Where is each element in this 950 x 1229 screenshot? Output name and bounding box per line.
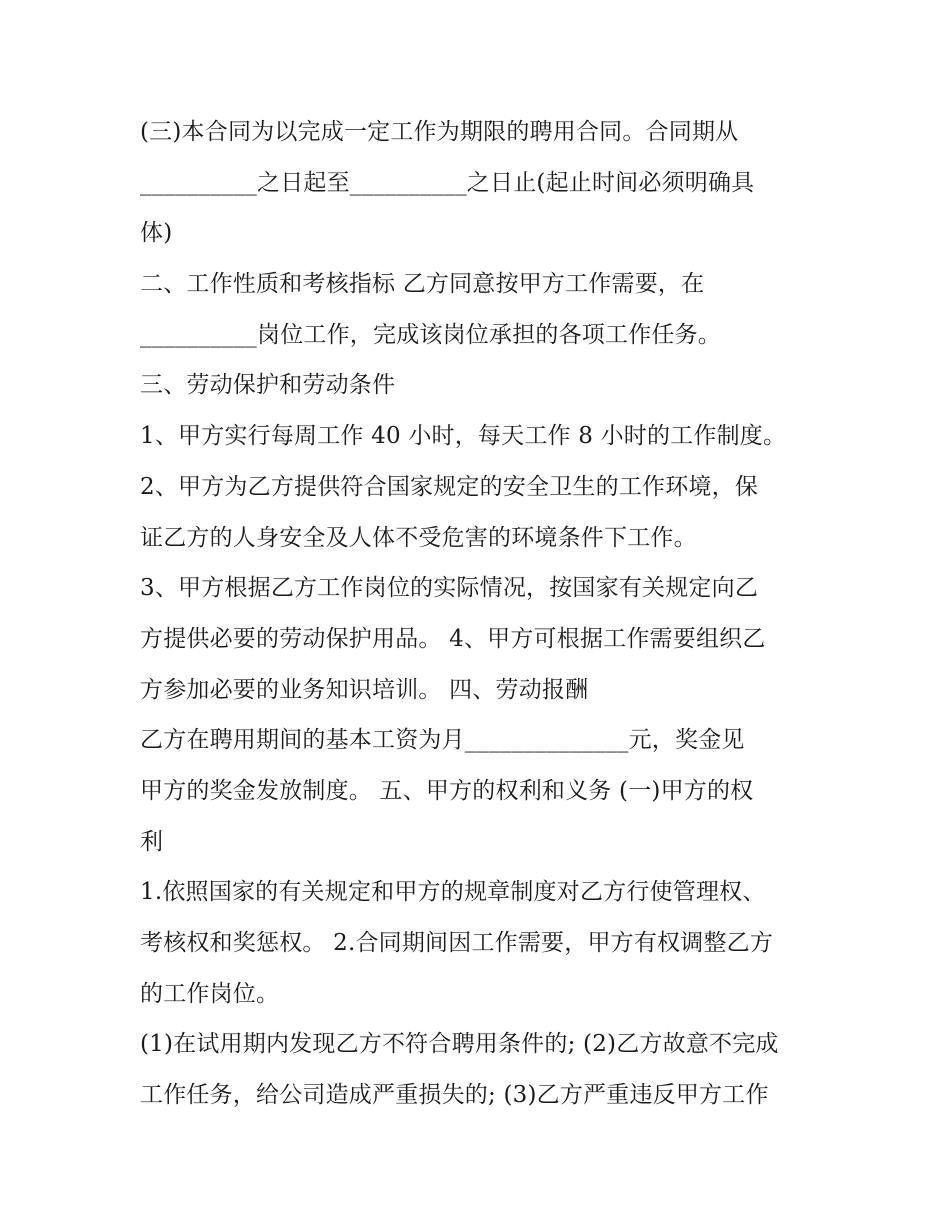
text-line: (三)本合同为以完成一定工作为期限的聘用合同。合同期从 [140, 119, 739, 145]
text-line: 利 [140, 828, 164, 855]
text-line: __________岗位工作，完成该岗位承担的各项工作任务。 [140, 321, 721, 348]
text-line: 3、甲方根据乙方工作岗位的实际情况，按国家有关规定向乙 [140, 575, 759, 602]
contract-text [140, 107, 820, 1121]
section-heading: 三、劳动保护和劳动条件 [140, 372, 396, 399]
text-line: 的工作岗位。 [140, 980, 280, 1007]
text-line: 证乙方的人身安全及人体不受危害的环境条件下工作。 [140, 524, 697, 551]
text-line: 方提供必要的劳动保护用品。 4、甲方可根据工作需要组织乙 [140, 625, 766, 652]
text-line: 2、甲方为乙方提供符合国家规定的安全卫生的工作环境，保 [140, 473, 759, 500]
text-line: 1.依照国家的有关规定和甲方的规章制度对乙方行使管理权、 [140, 879, 766, 906]
text-line: 二、工作性质和考核指标 乙方同意按甲方工作需要，在 [140, 271, 705, 298]
text-line: 甲方的奖金发放制度。 五、甲方的权利和义务 (一)甲方的权 [140, 777, 754, 804]
text-line: 体) [140, 220, 173, 247]
text-line: 考核权和奖惩权。 2.合同期间因工作需要，甲方有权调整乙方 [140, 930, 774, 956]
text-line: 方参加必要的业务知识培训。 四、劳动报酬 [140, 676, 589, 703]
text-line: (1)在试用期内发现乙方不符合聘用条件的; (2)乙方故意不完成 [140, 1031, 779, 1058]
text-line: 1、甲方实行每周工作 40 小时，每天工作 8 小时的工作制度。 [140, 423, 787, 450]
text-line: 乙方在聘用期间的基本工资为月______________元，奖金见 [140, 727, 745, 754]
text-line: __________之日起至__________之日止(起止时间必须明确具 [140, 169, 755, 196]
text-line: 工作任务，给公司造成严重损失的; (3)乙方严重违反甲方工作 [140, 1082, 769, 1109]
